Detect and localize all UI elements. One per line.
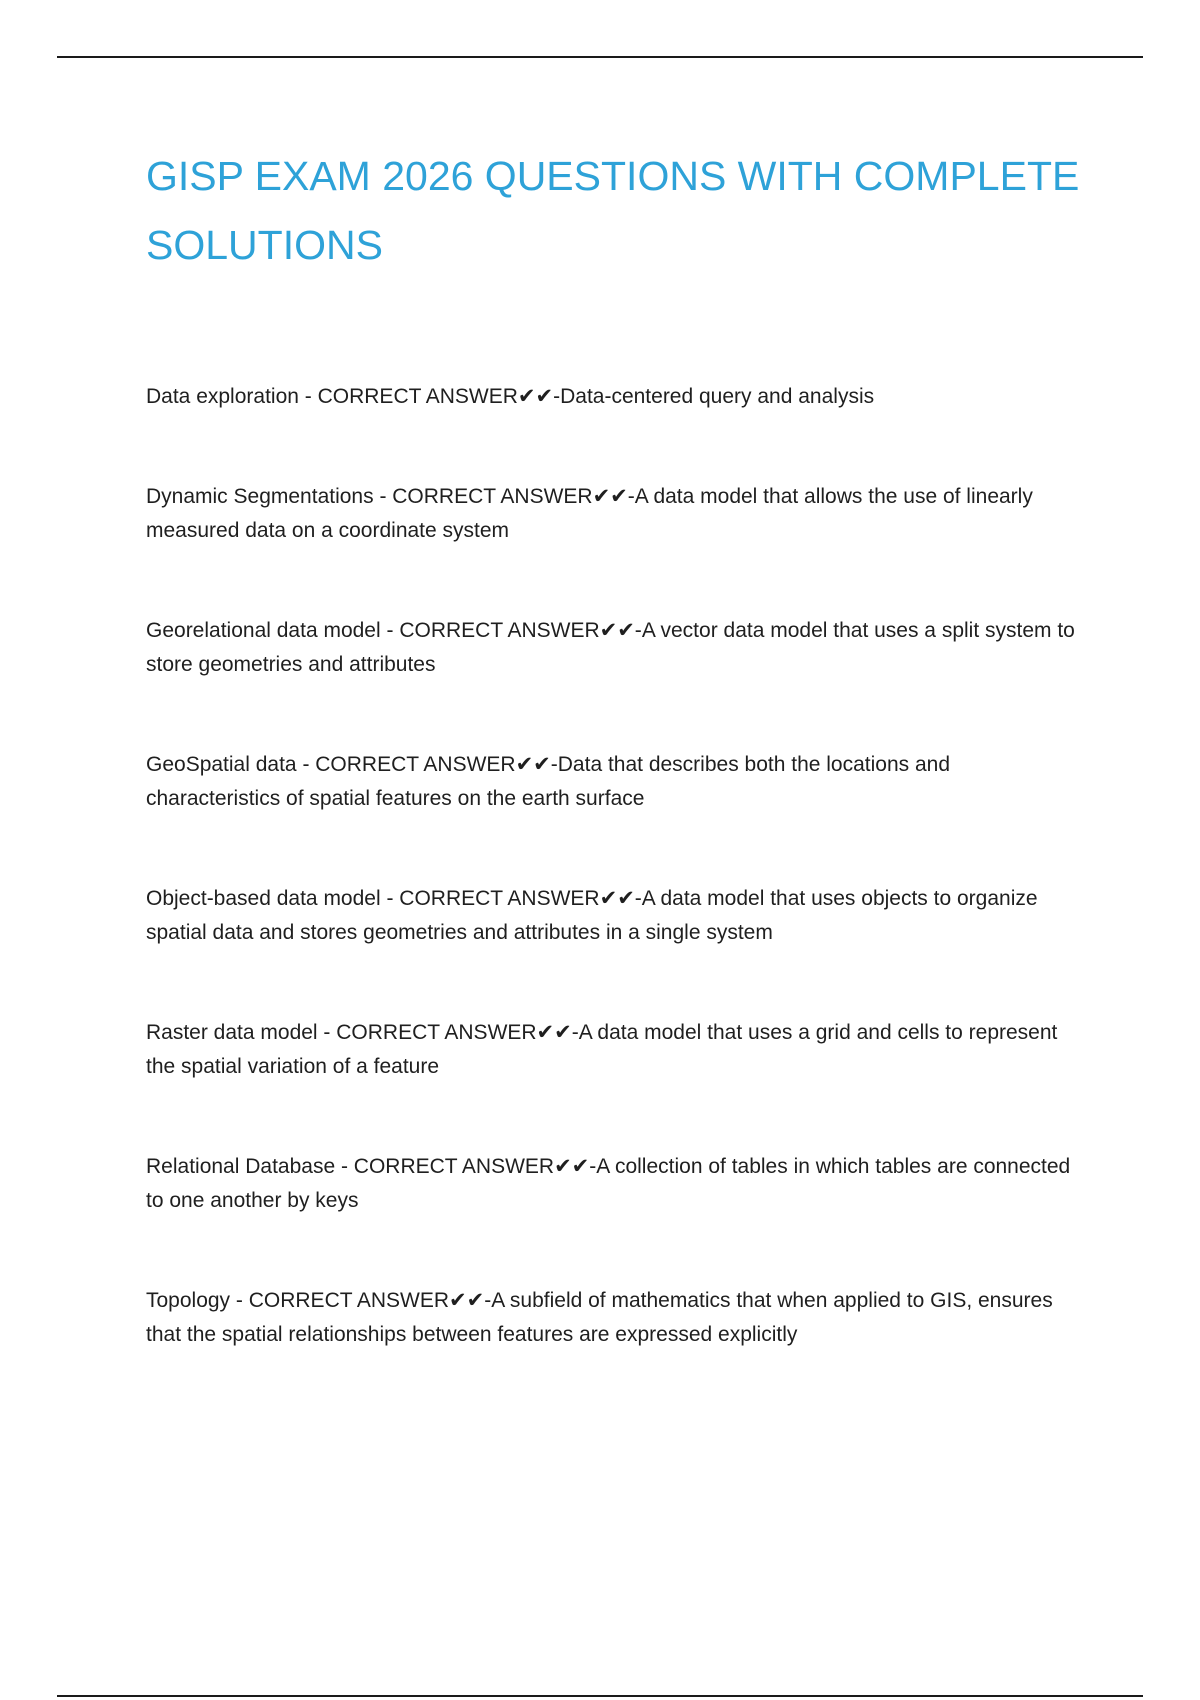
qa-term: GeoSpatial data [146,753,297,776]
qa-correct-answer-marker: - CORRECT ANSWER✔✔- [380,887,642,910]
qa-item-topology [146,1284,1086,1352]
qa-item-geospatial-data [146,748,1086,816]
qa-item-raster-data-model [146,1016,1086,1084]
qa-answer: A data model that uses a grid and cells to represent the spatial variation of a feature [146,1021,1058,1078]
qa-correct-answer-marker: - CORRECT ANSWER✔✔- [335,1155,597,1178]
qa-term: Object-based data model [146,887,381,910]
qa-correct-answer-marker: - CORRECT ANSWER✔✔- [298,385,561,408]
qa-item-georelational-data-model [146,614,1086,682]
qa-term: Raster data model [146,1021,318,1044]
qa-answer: A data model that uses objects to organize spatial data and stores geometries and attributes in a single system [146,887,1038,944]
qa-term: Relational Database [146,1155,336,1178]
qa-correct-answer-marker: - CORRECT ANSWER✔✔- [380,619,642,642]
qa-item-data-exploration [146,380,1086,414]
qa-correct-answer-marker: - CORRECT ANSWER✔✔- [230,1289,492,1312]
qa-answer: Data that describes both the locations and characteristics of spatial features on the earth surface [146,753,951,810]
qa-term: Topology [146,1289,231,1312]
qa-answer: Data-centered query and analysis [560,385,875,408]
qa-correct-answer-marker: - CORRECT ANSWER✔✔- [373,485,635,508]
qa-item-relational-database [146,1150,1086,1218]
bottom-rule [57,1695,1143,1697]
qa-answer: A subfield of mathematics that when applied to GIS, ensures that the spatial relationships between features are expressed explicitly [146,1289,1053,1346]
qa-item-object-based-data-model [146,882,1086,950]
qa-term: Data exploration [146,385,299,408]
top-rule [57,56,1143,58]
qa-answer: A collection of tables in which tables are connected to one another by keys [146,1155,1071,1212]
qa-correct-answer-marker: - CORRECT ANSWER✔✔- [296,753,558,776]
qa-term: Georelational data model [146,619,381,642]
qa-answer: A vector data model that uses a split system to store geometries and attributes [146,619,1075,676]
qa-item-dynamic-segmentations [146,480,1086,548]
qa-answer: A data model that allows the use of linearly measured data on a coordinate system [146,485,1033,542]
qa-list [146,380,1086,1418]
document-title: GISP EXAM 2026 QUESTIONS WITH COMPLETE SOLUTIONS [146,153,1080,268]
qa-correct-answer-marker: - CORRECT ANSWER✔✔- [317,1021,579,1044]
qa-term: Dynamic Segmentations [146,485,374,508]
